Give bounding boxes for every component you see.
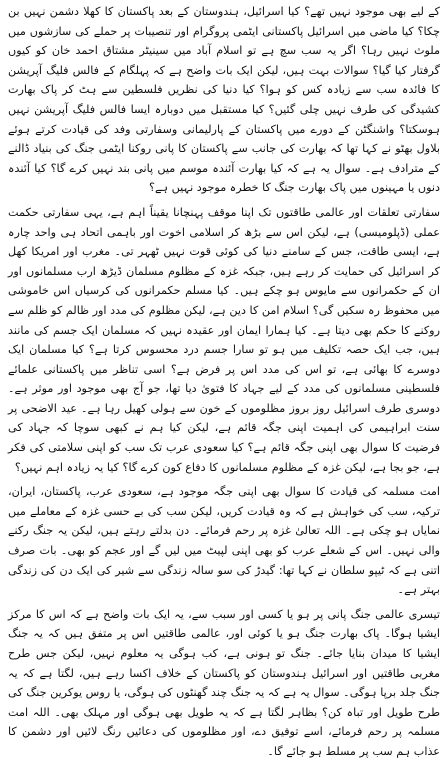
article-paragraph-1: کے لیے بھی موجود نہیں تھے؟ کیا اسرائیل، ہندوستان کے بعد پاکستان کا کھلا دشمن نہیں بن چکا؟ کیا ماضی میں اسرائیل پاکستانی ایٹمی پروگرام اور تنصیبات پر حملے کی سازشوں میں ملوث نہیں رہا؟ اگر یہ سب سچ ہے تو اسلام آباد میں سینیٹر مشتاق احمد خان کو کیوں گرفتار کیا گیا؟ سوالات بہت ہیں، لیکن ایک بات واضح ہے کہ پہلگام کے فالس فلیگ آپریشن کا فائدہ سب سے زیادہ کس کو ہوا؟ کیا دنیا کی نظریں فلسطین سے ہٹ کر پاک بھارت کشیدگی کی طرف نہیں چلی گئیں؟ کیا مستقبل میں دوبارہ ایسا فالس فلیگ آپریشن نہیں ہوسکتا؟ واشنگٹن کے دورے میں پاکستان کے پارلیمانی وسفارتی وفد کی قیادت کرتے ہوئے بلاول بھٹو نے کہا تھا کہ بھارت کی جانب سے پاکستان کا پانی روکنا ایٹمی جنگ کی بنیاد ڈالنے کے مترادف ہے۔ سوال یہ ہے کہ کیا بھارت آئندہ موسم میں پانی بند نہیں کرے گا؟ کیا آئندہ دنوں یا مہینوں میں پاک بھارت جنگ کا خطرہ موجود نہیں ہے؟ bbox=[8, 5, 440, 195]
article-paragraph-2: سفارتی تعلقات اور عالمی طاقتوں تک اپنا موقف پہنچانا یقیناً اہم ہے، یہی سفارتی حکمت عملی (ڈپلومیسی) ہے، لیکن اس سے بڑھ کر اسلامی اخوت اور باہمی اتحاد ہی واحد چارہ ہے، ایسی طاقت، جس کے سامنے دنیا کی کوئی قوت نہیں ٹھہر تی۔ مغرب اور امریکا کھل کر اسرائیل کی حمایت کر رہے ہیں، جبکہ غزہ کے مظلوم مسلمان ڈیڑھ ارب مسلمانوں اور ان کے حکمرانوں سے مایوس ہو چکے ہیں۔ کیا مسلم حکمرانوں کی کرسیاں اس خاموشی میں محفوظ رہ سکیں گی؟ اسلام امن کا دین ہے، لیکن مظلوم کی مدد اور ظالم کو ظلم سے روکنے کا حکم بھی دیتا ہے۔ کیا ہمارا ایمان اور عقیدہ نہیں کہ مسلمان ایک جسم کی مانند ہیں، جب ایک حصہ تکلیف میں ہو تو سارا جسم درد محسوس کرتا ہے؟ کیا مسلمان ایک دوسرے کا بھائی ہے، تو اس کی مدد اس پر فرض ہے؟ اسی تناظر میں پاکستانی علمائے فلسطینی مسلمانوں کی مدد کے لیے جہاد کا فتویٰ دیا تھا، جو آج بھی موجود اور موثر ہے۔ دوسری طرف اسرائیل روز بروز مظلوموں کے خون سے ہولی کھیل رہا ہے۔ عید الاضحی پر سنت ابراہیمی کی اہمیت اپنی جگہ قائم ہے، لیکن کیا ہم نے کبھی سوچا کہ جہاد کی فرضیت کا سوال بھی اپنی جگہ قائم ہے؟ کیا سعودی عرب تک سب کو اپنی سلامتی کی فکر ہے، جو بجا ہے، لیکن غزہ کے مظلوم مسلمانوں کا دفاع کون کرے گا؟ کیا یہ زیادہ اہم نہیں؟ bbox=[8, 205, 440, 474]
article-paragraph-3: امت مسلمہ کی قیادت کا سوال بھی اپنی جگہ موجود ہے، سعودی عرب، پاکستان، ایران، ترکیہ، سب کی خواہش ہے کہ وہ قیادت کریں، لیکن سب کی بے حسی غزہ کے معاملے میں نمایاں ہو چکی ہے۔ اللہ تعالیٰ غزہ پر رحم فرمائے۔ دن بدلتے رہتے ہیں، لیکن یہ جنگ رکنے والی نہیں۔ اس کے شعلے عرب کو بھی اپنی لپیٹ میں لیں گے اور عجم کو بھی۔ بات صرف اتنی ہے کہ ٹیپو سلطان نے کہا تھا: گیدڑ کی سو سالہ زندگی سے شیر کی ایک دن کی زندگی بہتر ہے۔ bbox=[8, 485, 440, 597]
article-paragraph-4: تیسری عالمی جنگ پانی پر ہو یا کسی اور سبب سے، یہ ایک بات واضح ہے کہ اس کا مرکز ایشیا ہوگا۔ پاک بھارت جنگ ہو یا کوئی اور، عالمی طاقتیں اس پر متفق ہیں کہ یہ جنگ ایشیا کا میدان بنایا جائے۔ جنگ تو ہونی ہے، کب ہوگی یہ معلوم نہیں، لیکن جس طرح مغربی طاقتیں اور اسرائیل ہندوستان کو پاکستان کے خلاف اکسا رہے ہیں، لگتا ہے کہ یہ جنگ جلد برپا ہوگی۔ سوال یہ ہے کہ یہ جنگ چند گھنٹوں کی ہوگی، یا روس یوکرین جنگ کی طرح طویل اور تباہ کن؟ بظاہر لگتا ہے کہ یہ طویل بھی ہوگی اور مہلک بھی۔ اللہ امت مسلمہ پر رحم فرمائے، اسے توفیق دے، اور مظلوموں کی دعائیں رنگ لائیں اور دشمن کا عذاب ہم سب پر مسلط ہو جائے گا۔ bbox=[8, 607, 440, 758]
